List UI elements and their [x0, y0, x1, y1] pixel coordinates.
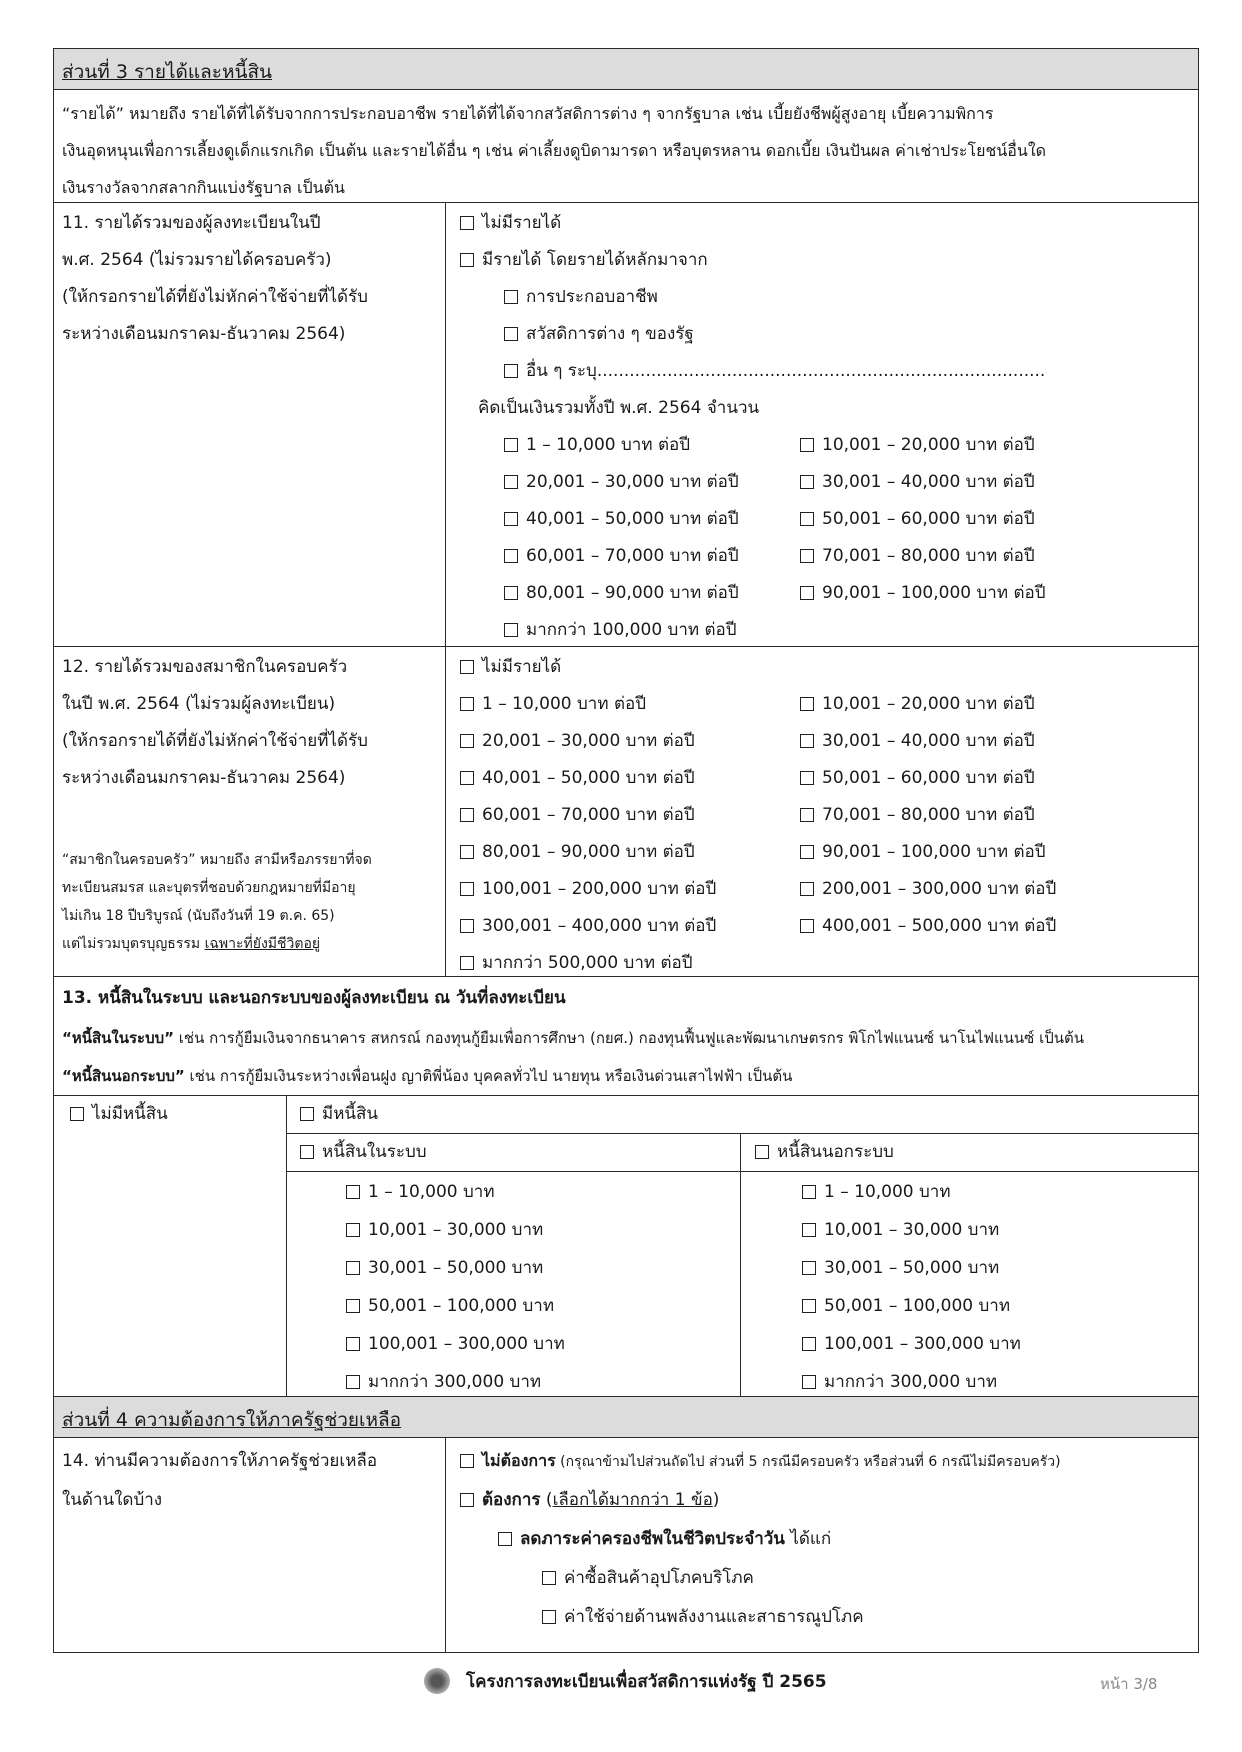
q11-range-option[interactable]: 70,001 – 80,000 บาท ต่อปี: [800, 544, 1035, 568]
q14-reduce-cost-option[interactable]: ลดภาระค่าครองชีพในชีวิตประจำวัน ได้แก่: [498, 1527, 831, 1551]
q12-question-line-4: ระหว่างเดือนมกราคม-ธันวาคม 2564): [62, 768, 346, 788]
q14-question-line-1: 14. ท่านมีความต้องการให้ภาครัฐช่วยเหลือ: [62, 1451, 378, 1471]
q11-source-welfare[interactable]: สวัสดิการต่าง ๆ ของรัฐ: [504, 322, 694, 346]
q11-range-option[interactable]: มากกว่า 100,000 บาท ต่อปี: [504, 618, 737, 642]
q12-range-option[interactable]: 40,001 – 50,000 บาท ต่อปี: [460, 766, 695, 790]
q12-range-option[interactable]: 400,001 – 500,000 บาท ต่อปี: [800, 914, 1056, 938]
q13-informal-range[interactable]: มากกว่า 300,000 บาท: [802, 1370, 997, 1394]
income-definition-line-2: เงินอุดหนุนเพื่อการเลี้ยงดูเด็กแรกเกิด เป็นต้น และรายได้อื่น ๆ เช่น ค่าเลี้ยงดูบิดามารดา หรือบุตรหลาน ดอกเบี้ย เงินปันผล ค่าเช่าประโยชน์อื่นใด: [62, 141, 1047, 160]
footer-page-number: หน้า 3/8: [1100, 1675, 1158, 1693]
q13-formal-range[interactable]: 30,001 – 50,000 บาท: [346, 1256, 543, 1280]
q12-range-option[interactable]: 70,001 – 80,000 บาท ต่อปี: [800, 803, 1035, 827]
q12-note-line-3: ไม่เกิน 18 ปีบริบูรณ์ (นับถึงวันที่ 19 ต.ค. 65): [62, 908, 335, 924]
q11-range-option[interactable]: 20,001 – 30,000 บาท ต่อปี: [504, 470, 739, 494]
q11-has-income-option[interactable]: มีรายได้ โดยรายได้หลักมาจาก: [460, 248, 708, 272]
q14-energy-utilities-option[interactable]: ค่าใช้จ่ายด้านพลังงานและสาธารณูปโภค: [542, 1605, 864, 1629]
q13-informal-debt-option[interactable]: หนี้สินนอกระบบ: [755, 1140, 894, 1164]
q14-consumer-goods-option[interactable]: ค่าซื้อสินค้าอุปโภคบริโภค: [542, 1566, 754, 1590]
section3-title: ส่วนที่ 3 รายได้และหนี้สิน: [62, 61, 273, 83]
q11-range-option[interactable]: 90,001 – 100,000 บาท ต่อปี: [800, 581, 1045, 605]
q13-formal-debt-option[interactable]: หนี้สินในระบบ: [300, 1140, 427, 1164]
q12-range-option[interactable]: 50,001 – 60,000 บาท ต่อปี: [800, 766, 1035, 790]
q12-question-line-3: (ให้กรอกรายได้ที่ยังไม่หักค่าใช้จ่ายที่ได้รับ: [62, 731, 368, 751]
q14-question-line-2: ในด้านใดบ้าง: [62, 1490, 163, 1510]
q11-total-label: คิดเป็นเงินรวมทั้งปี พ.ศ. 2564 จำนวน: [478, 398, 760, 418]
q11-range-option[interactable]: 60,001 – 70,000 บาท ต่อปี: [504, 544, 739, 568]
q12-range-option[interactable]: 30,001 – 40,000 บาท ต่อปี: [800, 729, 1035, 753]
q11-range-option[interactable]: 40,001 – 50,000 บาท ต่อปี: [504, 507, 739, 531]
q13-no-debt-option[interactable]: ไม่มีหนี้สิน: [70, 1102, 168, 1126]
checkbox[interactable]: [504, 364, 518, 378]
q12-range-option[interactable]: มากกว่า 500,000 บาท ต่อปี: [460, 951, 693, 975]
q11-range-option[interactable]: 10,001 – 20,000 บาท ต่อปี: [800, 433, 1035, 457]
q12-range-option[interactable]: 300,001 – 400,000 บาท ต่อปี: [460, 914, 716, 938]
q12-range-option[interactable]: 1 – 10,000 บาท ต่อปี: [460, 692, 646, 716]
q13-informal-range[interactable]: 100,001 – 300,000 บาท: [802, 1332, 1021, 1356]
q12-range-option[interactable]: 20,001 – 30,000 บาท ต่อปี: [460, 729, 695, 753]
q12-range-option[interactable]: 90,001 – 100,000 บาท ต่อปี: [800, 840, 1045, 864]
q11-question-line-2: พ.ศ. 2564 (ไม่รวมรายได้ครอบครัว): [62, 250, 332, 270]
q13-title: 13. หนี้สินในระบบ และนอกระบบของผู้ลงทะเบียน ณ วันที่ลงทะเบียน: [62, 988, 566, 1008]
q14-no-need-option[interactable]: ไม่ต้องการ (กรุณาข้ามไปส่วนถัดไป ส่วนที่ 5 กรณีมีครอบครัว หรือส่วนที่ 6 กรณีไม่มีครอบครัว): [460, 1449, 1061, 1474]
section4-title: ส่วนที่ 4 ความต้องการให้ภาครัฐช่วยเหลือ: [62, 1409, 402, 1431]
q13-formal-range[interactable]: มากกว่า 300,000 บาท: [346, 1370, 541, 1394]
q13-formal-definition: “หนี้สินในระบบ” เช่น การกู้ยืมเงินจากธนาคาร สหกรณ์ กองทุนกู้ยืมเพื่อการศึกษา (กยศ.) กองทุนฟื้นฟูและพัฒนาเกษตรกร พิโกไฟแนนซ์ นาโนไฟแนนซ์ เป็นต้น: [62, 1029, 1084, 1047]
q12-range-option[interactable]: 80,001 – 90,000 บาท ต่อปี: [460, 840, 695, 864]
q11-range-option[interactable]: 80,001 – 90,000 บาท ต่อปี: [504, 581, 739, 605]
q12-note-line-4: แต่ไม่รวมบุตรบุญธรรม เฉพาะที่ยังมีชีวิตอยู่: [62, 936, 321, 952]
q11-range-option[interactable]: 50,001 – 60,000 บาท ต่อปี: [800, 507, 1035, 531]
footer-project-title: โครงการลงทะเบียนเพื่อสวัสดิการแห่งรัฐ ปี 2565: [466, 1672, 827, 1692]
q13-formal-range[interactable]: 1 – 10,000 บาท: [346, 1180, 495, 1204]
q12-range-option[interactable]: 100,001 – 200,000 บาท ต่อปี: [460, 877, 716, 901]
q11-range-option[interactable]: 1 – 10,000 บาท ต่อปี: [504, 433, 690, 457]
q11-question-line-1: 11. รายได้รวมของผู้ลงทะเบียนในปี: [62, 213, 321, 233]
q11-source-other[interactable]: อื่น ๆ ระบุ...................................................................................: [504, 359, 1045, 383]
q12-range-option[interactable]: 200,001 – 300,000 บาท ต่อปี: [800, 877, 1056, 901]
q12-question-line-2: ในปี พ.ศ. 2564 (ไม่รวมผู้ลงทะเบียน): [62, 694, 336, 714]
checkbox[interactable]: [460, 253, 474, 267]
q12-note-line-2: ทะเบียนสมรส และบุตรที่ชอบด้วยกฎหมายที่มีอายุ: [62, 880, 356, 896]
q13-informal-range[interactable]: 30,001 – 50,000 บาท: [802, 1256, 999, 1280]
q11-question-line-4: ระหว่างเดือนมกราคม-ธันวาคม 2564): [62, 324, 346, 344]
checkbox[interactable]: [460, 216, 474, 230]
q11-question-line-3: (ให้กรอกรายได้ที่ยังไม่หักค่าใช้จ่ายที่ได้รับ: [62, 287, 368, 307]
income-definition-line-1: “รายได้” หมายถึง รายได้ที่ได้รับจากการประกอบอาชีพ รายได้ที่ได้จากสวัสดิการต่าง ๆ จากรัฐบาล เช่น เบี้ยยังชีพผู้สูงอายุ เบี้ยความพิการ: [62, 104, 994, 123]
q13-informal-definition: “หนี้สินนอกระบบ” เช่น การกู้ยืมเงินระหว่างเพื่อนฝูง ญาติพี่น้อง บุคคลทั่วไป นายทุน หรือเงินด่วนเสาไฟฟ้า เป็นต้น: [62, 1067, 793, 1085]
q13-has-debt-option[interactable]: มีหนี้สิน: [300, 1102, 378, 1126]
q12-range-option[interactable]: 60,001 – 70,000 บาท ต่อปี: [460, 803, 695, 827]
q11-source-occupation[interactable]: การประกอบอาชีพ: [504, 285, 658, 309]
checkbox[interactable]: [504, 290, 518, 304]
q13-informal-range[interactable]: 50,001 – 100,000 บาท: [802, 1294, 1010, 1318]
q12-question-line-1: 12. รายได้รวมของสมาชิกในครอบครัว: [62, 657, 348, 677]
q13-formal-range[interactable]: 50,001 – 100,000 บาท: [346, 1294, 554, 1318]
government-emblem-icon: [424, 1668, 450, 1694]
q11-range-option[interactable]: 30,001 – 40,000 บาท ต่อปี: [800, 470, 1035, 494]
q14-need-option[interactable]: ต้องการ (เลือกได้มากกว่า 1 ข้อ): [460, 1488, 719, 1512]
q12-note-line-1: “สมาชิกในครอบครัว” หมายถึง สามีหรือภรรยาที่จด: [62, 852, 372, 868]
q12-no-income-option[interactable]: ไม่มีรายได้: [460, 655, 561, 679]
q13-formal-range[interactable]: 10,001 – 30,000 บาท: [346, 1218, 543, 1242]
q13-informal-range[interactable]: 10,001 – 30,000 บาท: [802, 1218, 999, 1242]
q11-no-income-option[interactable]: ไม่มีรายได้: [460, 211, 561, 235]
q13-informal-range[interactable]: 1 – 10,000 บาท: [802, 1180, 951, 1204]
q12-range-option[interactable]: 10,001 – 20,000 บาท ต่อปี: [800, 692, 1035, 716]
q13-formal-range[interactable]: 100,001 – 300,000 บาท: [346, 1332, 565, 1356]
checkbox[interactable]: [504, 327, 518, 341]
income-definition-line-3: เงินรางวัลจากสลากกินแบ่งรัฐบาล เป็นต้น: [62, 178, 345, 197]
